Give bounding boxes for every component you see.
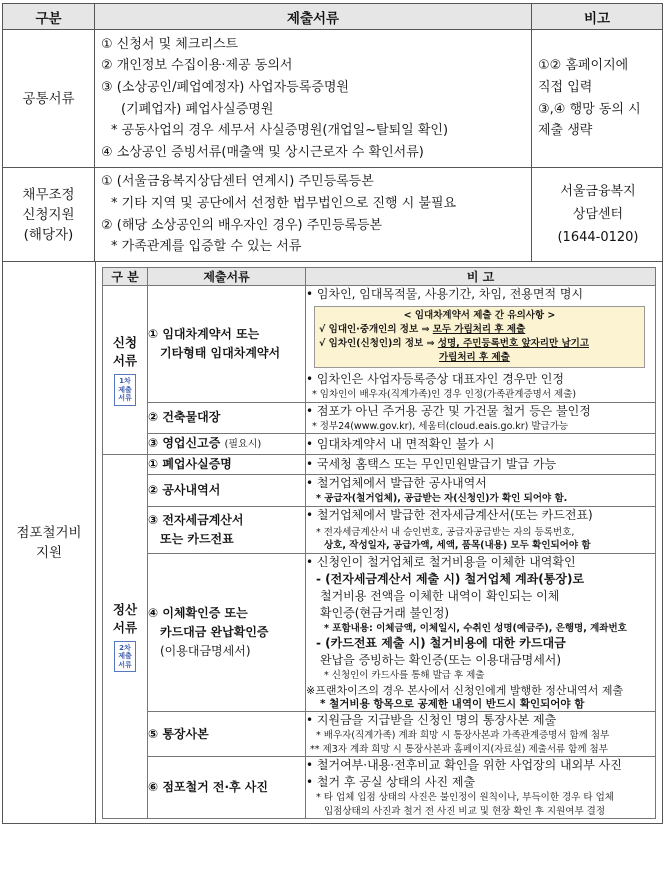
demolition-label	[3, 262, 96, 823]
debt-label	[3, 168, 95, 262]
common-line: (기폐업자) 폐업사실증명원	[121, 101, 274, 117]
tax-doc-name	[148, 506, 306, 553]
apply-label	[103, 286, 148, 455]
header-category: 구분	[3, 4, 95, 30]
inner-header-remarks: 비 고	[306, 268, 656, 286]
bankbook-doc-name: ⑤ 통장사본	[148, 712, 306, 757]
debt-line: * 가족관계를 입증할 수 있는 서류	[111, 239, 302, 255]
common-line: ② 개인정보 수집이용·제공 동의서	[101, 58, 293, 74]
remark-line: - (전자세금계산서 제출 시) 철거업체 계좌(통장)로	[316, 571, 585, 586]
lease-caution-box	[314, 306, 645, 368]
remark-line: ①② 홈페이지에	[538, 58, 629, 74]
caution-text: √ 임차인(신청인)의 정보 ⇒	[319, 338, 438, 349]
demolition-cell	[3, 262, 663, 824]
closure-row	[103, 455, 656, 475]
header-documents: 제출서류	[95, 4, 532, 30]
apply-label-line: 서류	[112, 353, 138, 369]
remark-note: * 배우자(직계가족) 계좌 희망 시 통장사본과 가족관계증명서 함께 첨부	[316, 730, 610, 741]
building-remarks	[306, 402, 656, 434]
remark-note: * 포함내용: 이체금액, 이체일시, 수취인 성명(예금주), 은행명, 계좌번호	[324, 622, 627, 634]
work-doc-name: ② 공사내역서	[148, 475, 306, 507]
debt-row	[3, 168, 663, 262]
remark-line: ③,④ 행망 동의 시	[538, 101, 641, 117]
debt-label-line: (해당자)	[23, 226, 74, 243]
tax-remarks	[306, 506, 656, 553]
doc-sub: (필요시)	[224, 439, 262, 450]
documents-table	[2, 3, 663, 824]
remark-note: * 전자세금계산서 내 승인번호, 공급자공급받는 자의 등록번호,	[316, 526, 575, 538]
remark-line: • 철거 후 공실 상태의 사진 제출	[306, 775, 476, 789]
caution-text: √ 임대인·중개인의 정보 ⇒	[319, 324, 433, 335]
common-row	[3, 30, 663, 168]
badge-line: 제출	[118, 652, 132, 661]
photo-doc-name: ⑥ 점포철거 전·후 사진	[148, 757, 306, 819]
bankbook-remarks	[306, 712, 656, 757]
debt-docs	[95, 168, 532, 262]
caution-title: < 임대차계약서 제출 간 유의사항 >	[403, 310, 556, 321]
remark-line: • 지원금을 지급받을 신청인 명의 통장사본 제출	[306, 713, 557, 727]
remark-line: 완납을 증빙하는 확인증(또는 이용대금명세서)	[320, 653, 562, 667]
transfer-doc-name	[148, 553, 306, 712]
business-report-row	[103, 434, 656, 455]
business-doc-name	[148, 434, 306, 455]
debt-line: ② (해당 소상공인의 배우자인 경우) 주민등록등본	[101, 217, 383, 233]
doc-name-line: ④ 이체확인증 또는	[148, 605, 248, 620]
common-line: ④ 소상공인 증빙서류(매출액 및 상시근로자 수 확인서류)	[101, 144, 424, 160]
settle-label-line: 서류	[112, 619, 138, 635]
remark-line: • 임차인은 사업자등록증상 대표자인 경우만 인정	[306, 372, 564, 386]
building-doc-name: ② 건축물대장	[148, 402, 306, 434]
header-row	[3, 4, 663, 30]
debt-label-line: 채무조정	[22, 186, 75, 203]
doc-name-line: ① 임대차계약서 또는	[148, 326, 260, 341]
demolition-row	[3, 262, 663, 824]
remark-line: • 국세청 홈택스 또는 무인민원발급기 발급 가능	[306, 457, 557, 471]
tax-invoice-row	[103, 506, 656, 553]
badge-line: 1차	[119, 377, 131, 386]
common-docs	[95, 30, 532, 168]
debt-remark	[532, 168, 663, 262]
remark-line: ※프랜차이즈의 경우 본사에서 신청인에게 발행한 정산내역서 제출	[306, 683, 624, 697]
closure-doc-name: ① 폐업사실증명	[148, 455, 306, 475]
remark-line: • 신청인이 철거업체로 철거비용을 이체한 내역확인	[306, 554, 576, 569]
lease-remarks	[306, 286, 656, 403]
header-remarks: 비고	[532, 4, 663, 30]
remark-line: • 철거업체에서 발급한 공사내역서	[306, 476, 487, 490]
doc-name-line: 카드대금 완납확인증	[160, 624, 269, 639]
building-register-row	[103, 402, 656, 434]
apply-label-line: 신청	[112, 335, 138, 351]
badge-line: 2차	[119, 643, 131, 652]
inner-header-row	[103, 268, 656, 286]
remark-note: 입점상태의 사진과 철거 전 사진 비교 및 현장 확인 후 지원여부 결정	[324, 805, 605, 817]
remark-line: 상담센터	[572, 207, 624, 222]
doc-name-line: 또는 카드전표	[160, 531, 234, 546]
remark-line: • 임대차계약서 내 면적확인 불가 시	[306, 436, 495, 451]
transfer-row	[103, 553, 656, 712]
doc-name-line: ③ 영업신고증	[148, 436, 221, 450]
remark-note: * 철거비용 항목으로 공제한 내역이 반드시 확인되어야 함	[320, 697, 585, 710]
remark-line: • 임차인, 임대목적물, 사용기간, 차임, 전용면적 명시	[306, 287, 584, 301]
remark-line: 확인증(현금거래 불인정)	[320, 605, 450, 620]
badge-line: 제출	[118, 385, 132, 394]
photo-row	[103, 757, 656, 819]
remark-note: ** 제3자 계좌 희망 시 통장사본과 홈페이지(자료실) 제출서류 함께 첨부	[310, 743, 608, 755]
first-submission-badge	[114, 374, 136, 406]
demolition-label-line: 지원	[35, 544, 63, 561]
bankbook-row	[103, 712, 656, 757]
remark-line: • 철거업체에서 발급한 전자세금계산서(또는 카드전표)	[306, 507, 593, 522]
common-line: ③ (소상공인/폐업예정자) 사업자등록증명원	[101, 79, 349, 95]
lease-doc-name	[148, 286, 306, 403]
settle-label	[103, 455, 148, 819]
common-line: * 공동사업의 경우 세무서 사실증명원(개업일~탈퇴일 확인)	[111, 123, 449, 139]
remark-note: * 타 업체 입점 상태의 사진은 불인정이 원칙이나, 부득이한 경우 타 업체	[316, 792, 614, 803]
remark-note: 상호, 작성일자, 공급가액, 세액, 품목(내용) 모두 확인되어야 함	[324, 540, 591, 551]
debt-label-line: 신청지원	[22, 206, 75, 223]
common-label: 공통서류	[3, 30, 95, 168]
common-line: ① 신청서 및 체크리스트	[101, 36, 239, 52]
work-detail-row	[103, 475, 656, 507]
remark-line: - (카드전표 제출 시) 철거비용에 대한 카드대금	[316, 636, 566, 650]
debt-line: * 기타 지역 및 공단에서 선정한 법무법인으로 진행 시 불필요	[111, 195, 457, 211]
remark-line: 직접 입력	[538, 79, 593, 95]
second-submission-badge	[114, 641, 136, 673]
remark-note: * 정부24(www.gov.kr), 세움터(cloud.eais.go.kr) 발급가능	[312, 420, 569, 432]
lease-row	[103, 286, 656, 403]
badge-line: 서류	[118, 660, 132, 669]
doc-name-line: ③ 전자세금계산서	[148, 512, 244, 527]
inner-header-category: 구 분	[103, 268, 148, 286]
remark-note: * 신청인이 카드사를 통해 발급 후 제출	[324, 670, 485, 681]
photo-remarks	[306, 757, 656, 819]
common-remark	[532, 30, 663, 168]
demolition-label-line: 점포철거비	[16, 524, 82, 541]
business-remarks	[306, 434, 656, 455]
caution-emphasis: 성명, 주민등록번호 앞자리만 남기고	[437, 338, 589, 349]
remark-note: * 임차인이 배우자(직계가족)인 경우 인정(가족관계증명서 제출)	[312, 389, 577, 400]
remark-line: 제출 생략	[538, 123, 593, 139]
doc-sub: (이용대금명세서)	[160, 643, 251, 658]
remark-line: • 점포가 아닌 주거용 공간 및 가건물 철거 등은 불인정	[306, 403, 591, 418]
work-remarks	[306, 475, 656, 507]
remark-line: 서울금융복지	[560, 184, 636, 199]
remark-line: • 철거여부·내용·전후비교 확인을 위한 사업장의 내외부 사진	[306, 758, 622, 772]
transfer-remarks	[306, 553, 656, 712]
closure-remarks	[306, 455, 656, 475]
inner-header-documents: 제출서류	[148, 268, 306, 286]
badge-line: 서류	[118, 394, 132, 403]
caution-emphasis: 가림처리 후 제출	[439, 352, 510, 363]
doc-name-line: 기타형태 임대차계약서	[160, 345, 281, 360]
remark-line: (1644-0120)	[557, 230, 639, 245]
remark-line: 철거비용 전액을 이체한 내역이 확인되는 이체	[320, 588, 560, 603]
settle-label-line: 정산	[112, 601, 138, 617]
caution-emphasis: 모두 가림처리 후 제출	[432, 324, 526, 335]
demolition-inner-table	[102, 267, 656, 819]
debt-line: ① (서울금융복지상담센터 연계시) 주민등록등본	[101, 174, 374, 190]
remark-note: * 공급자(철거업체), 공급받는 자(신청인)가 확인 되어야 함.	[316, 493, 568, 504]
